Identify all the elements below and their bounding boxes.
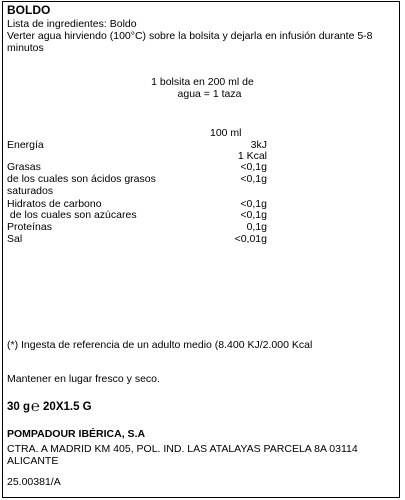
nutrient-value: 0,1g [246,221,267,233]
ingredients-list: Lista de ingredientes: Boldo [7,18,137,30]
estimated-sign-icon: ℮ [31,398,41,415]
nutrient-label: de los cuales son ácidos grasos [7,173,156,185]
nutrient-label: Grasas [7,161,41,173]
nutrient-value: 1 Kcal [237,150,267,162]
nutrient-value: 3kJ [250,139,267,151]
nutrient-label: Sal [7,233,23,245]
unit-count: 20X1.5 G [43,401,92,413]
registration-code: 25.00381/A [7,476,61,488]
nutrition-column-header: 100 ml [210,127,242,139]
reference-intake-footnote: (*) Ingesta de referencia de un adulto medio (8.400 KJ/2.000 Kcal [7,339,313,351]
nutrient-label: Energía [7,139,44,151]
serving-line-1: 1 bolsita en 200 ml de [151,76,254,88]
nutrient-value: <0,01g [234,233,267,245]
nutrient-value: <0,1g [240,209,267,221]
nutrient-label: Proteínas [7,221,52,233]
product-title: BOLDO [7,3,51,17]
storage-instructions: Mantener en lugar fresco y seco. [7,373,160,385]
nutrient-label: saturados [7,185,54,197]
net-weight: 30 g [7,401,31,413]
nutrient-label: Hidratos de carbono [7,198,102,210]
net-quantity [7,400,92,414]
nutrient-label: de los cuales son azúcares [7,209,137,221]
preparation-instructions: Verter agua hirviendo (100°C) sobre la bolsita y dejarla en infusión durante 5-8 minutos [7,30,373,54]
serving-size [0,76,405,100]
nutrient-value: <0,1g [240,173,267,185]
serving-line-2: agua = 1 taza [177,88,242,100]
company-name: POMPADOUR IBÉRICA, S.A [7,428,146,440]
nutrient-value: <0,1g [240,198,267,210]
nutrient-value: <0,1g [240,161,267,173]
company-address: CTRA. A MADRID KM 405, POL. IND. LAS ATALAYAS PARCELA 8A 03114 ALICANTE [7,443,358,467]
